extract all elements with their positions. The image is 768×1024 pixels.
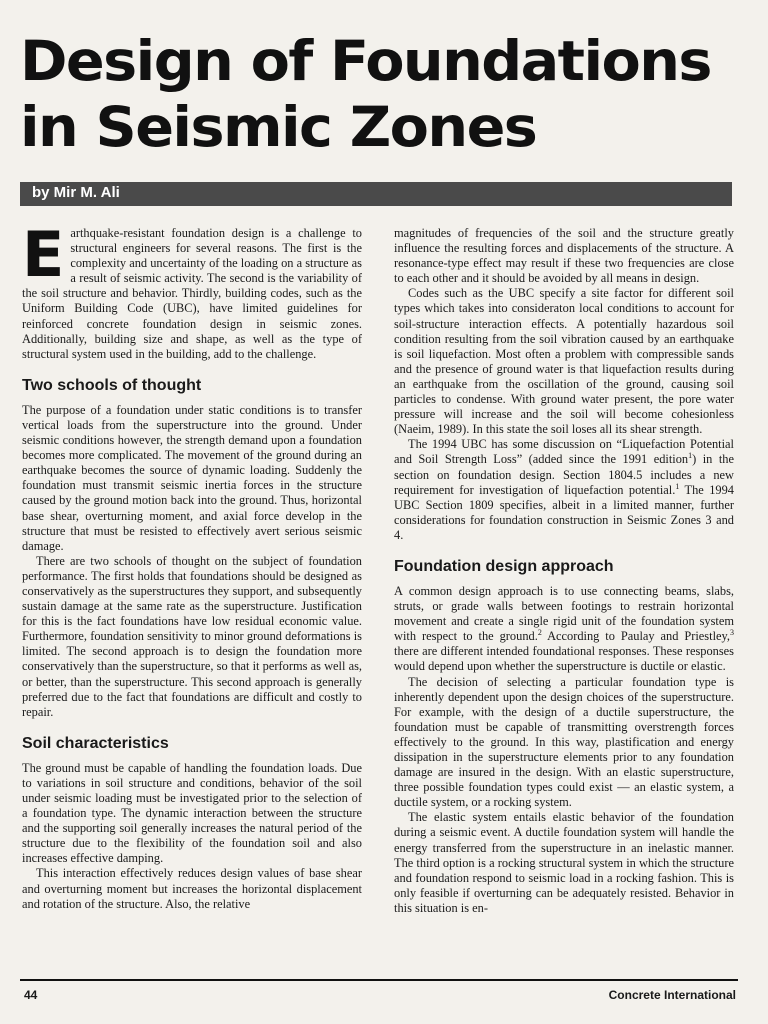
approach-paragraph-1 bbox=[394, 584, 734, 675]
ubc-text-3: The 1994 UBC Section 1809 specifies, albeit in a limited manner, further considerations for foundation construction in Seismic Zones 3 and 4. bbox=[394, 482, 734, 542]
footnote-ref: 1 bbox=[675, 481, 680, 491]
approach-paragraph-3: The elastic system entails elastic behavior of the foundation during a seismic event. A ductile foundation system will handle the energy transferred from the superstructure in an inelastic manner. The third option is a rocking structural system in which the structure and foundation respond to seismic load in a rocking fashion. This is only feasible if overturning can be adequately resisted. Behavior in this situation is en- bbox=[394, 810, 734, 915]
byline-bar bbox=[20, 182, 732, 206]
byline: by Mir M. Ali bbox=[32, 184, 120, 201]
drop-cap: E bbox=[22, 218, 65, 291]
footer-rule bbox=[20, 979, 738, 981]
title-line-1: Design of Foundations bbox=[20, 29, 711, 93]
publication-name: Concrete International bbox=[608, 988, 736, 1002]
page-number: 44 bbox=[24, 988, 38, 1002]
soil-paragraph-1: The ground must be capable of handling the foundation loads. Due to variations in soil structure and conditions, behavior of the soil under seismic loading must be investigated prior to the selection of a foundation type. The dynamic interaction between the structure and the supporting soil generally increases the natural period of the structure due to the flexibility of the foundation soil and also increases effective damping. bbox=[22, 760, 362, 866]
codes-paragraph: Codes such as the UBC specify a site factor for different soil types which takes into consideraton local conditions to account for soil-structure interaction effects. A potentially hazardous soil condition resulting from the soil vibration caused by an earthquake is soil liquefaction. Most often a problem with compressible sands and the presence of ground water is that liquefaction results during an earthquake from the oscillation of the ground, causing soil particles to condense. With ground water present, the pore water pressure will increase and the soil will become cohesionless (Naeim, 1989). In this state the soil loses all its shear strength. bbox=[394, 286, 734, 437]
footnote-ref: 1 bbox=[688, 451, 693, 461]
ubc-text-1: The 1994 UBC has some discussion on “Liquefaction Potential and Soil Strength Loss” (added since the 1991 edition bbox=[394, 437, 734, 467]
right-column bbox=[394, 226, 734, 916]
heading-soil-characteristics: Soil characteristics bbox=[22, 734, 169, 752]
approach-text-3: there are different intended foundational responses. These responses would depend upon whether the superstructure is ductile or elastic. bbox=[394, 644, 734, 674]
ubc-paragraph bbox=[394, 437, 734, 543]
approach-text-2: According to Paulay and Priestley, bbox=[541, 629, 731, 644]
title-line-2: in Seismic Zones bbox=[20, 95, 537, 159]
intro-paragraph bbox=[22, 218, 362, 362]
intro-text: arthquake-resistant foundation design is a challenge to structural engineers for several reasons. The first is the complexity and uncertainty of the loading on a structure as a result of seismic activity. The second is the variability of the soil structure and behavior. Thirdly, building codes, such as the Uniform Building Code (UBC), have limited guidelines for reinforced concrete foundation design in seismic zones. Additionally, building size and shape, as well as the type of structural system used in the building, add to the challenge. bbox=[22, 226, 362, 361]
footnote-ref: 3 bbox=[730, 628, 735, 638]
approach-paragraph-2: The decision of selecting a particular foundation type is inherently dependent upon the design choices of the superstructure. For example, with the design of a ductile superstructure, the foundation must be capable of transmitting overstrength forces effectively to the ground. In this way, plastification and energy dissipation in the superstructure elements prior to any foundation damage are insured in the design. With an elastic superstructure, three possible foundation types could exist — an elastic system, a ductile system, or a rocking system. bbox=[394, 674, 734, 810]
continued-paragraph: magnitudes of frequencies of the soil and the structure greatly influence the resulting forces and displacements of the structure. A resonance-type effect may result if these two frequencies are close to each other and it should be avoided by all means in design. bbox=[394, 226, 734, 286]
soil-paragraph-2: This interaction effectively reduces design values of base shear and overturning moment but increases the horizontal displacement and rotation of the structure. Also, the relative bbox=[22, 866, 362, 911]
heading-two-schools: Two schools of thought bbox=[22, 376, 202, 394]
schools-paragraph-2: There are two schools of thought on the subject of foundation performance. The first holds that foundations should be designed as conservatively as the superstructures they support, and subsequently sustain damage at the same rate as the superstructure. Justification for this is the fact foundations have low residual economic value. Furthermore, foundation sensitivity to minor ground deformations is limited. The second approach is to design the foundation more conservatively than the superstructure, so that it performs as well as, or better, than the superstructure. This second approach is generally preferred due to the fact that foundations are difficult and costly to repair. bbox=[22, 553, 362, 719]
left-column bbox=[22, 218, 362, 912]
ubc-text-2: ) in the section on foundation design. Section 1804.5 includes a new requirement for investigation of liquefaction potential. bbox=[394, 452, 734, 497]
approach-text-1: A common design approach is to use connecting beams, slabs, struts, or grade walls between footings to restrain horizontal movement and create a single rigid unit of the foundation system with respect to the ground. bbox=[394, 583, 734, 644]
schools-paragraph-1: The purpose of a foundation under static conditions is to transfer vertical loads from the superstructure into the ground. Under seismic conditions however, the strength demand upon a foundation becomes more complicated. The movement of the ground during an earthquake becomes the source of dynamic loading. Suddenly the foundation must transmit seismic inertia forces in the structure caused by the ground motion back into the ground. Thus, horizontal base shear, overturning moment, and axial force develop in the structure that must be resisted to effectively avert serious seismic damage. bbox=[22, 402, 362, 553]
footnote-ref: 2 bbox=[537, 628, 542, 638]
heading-foundation-design-approach: Foundation design approach bbox=[394, 557, 614, 575]
article-title bbox=[20, 28, 768, 160]
